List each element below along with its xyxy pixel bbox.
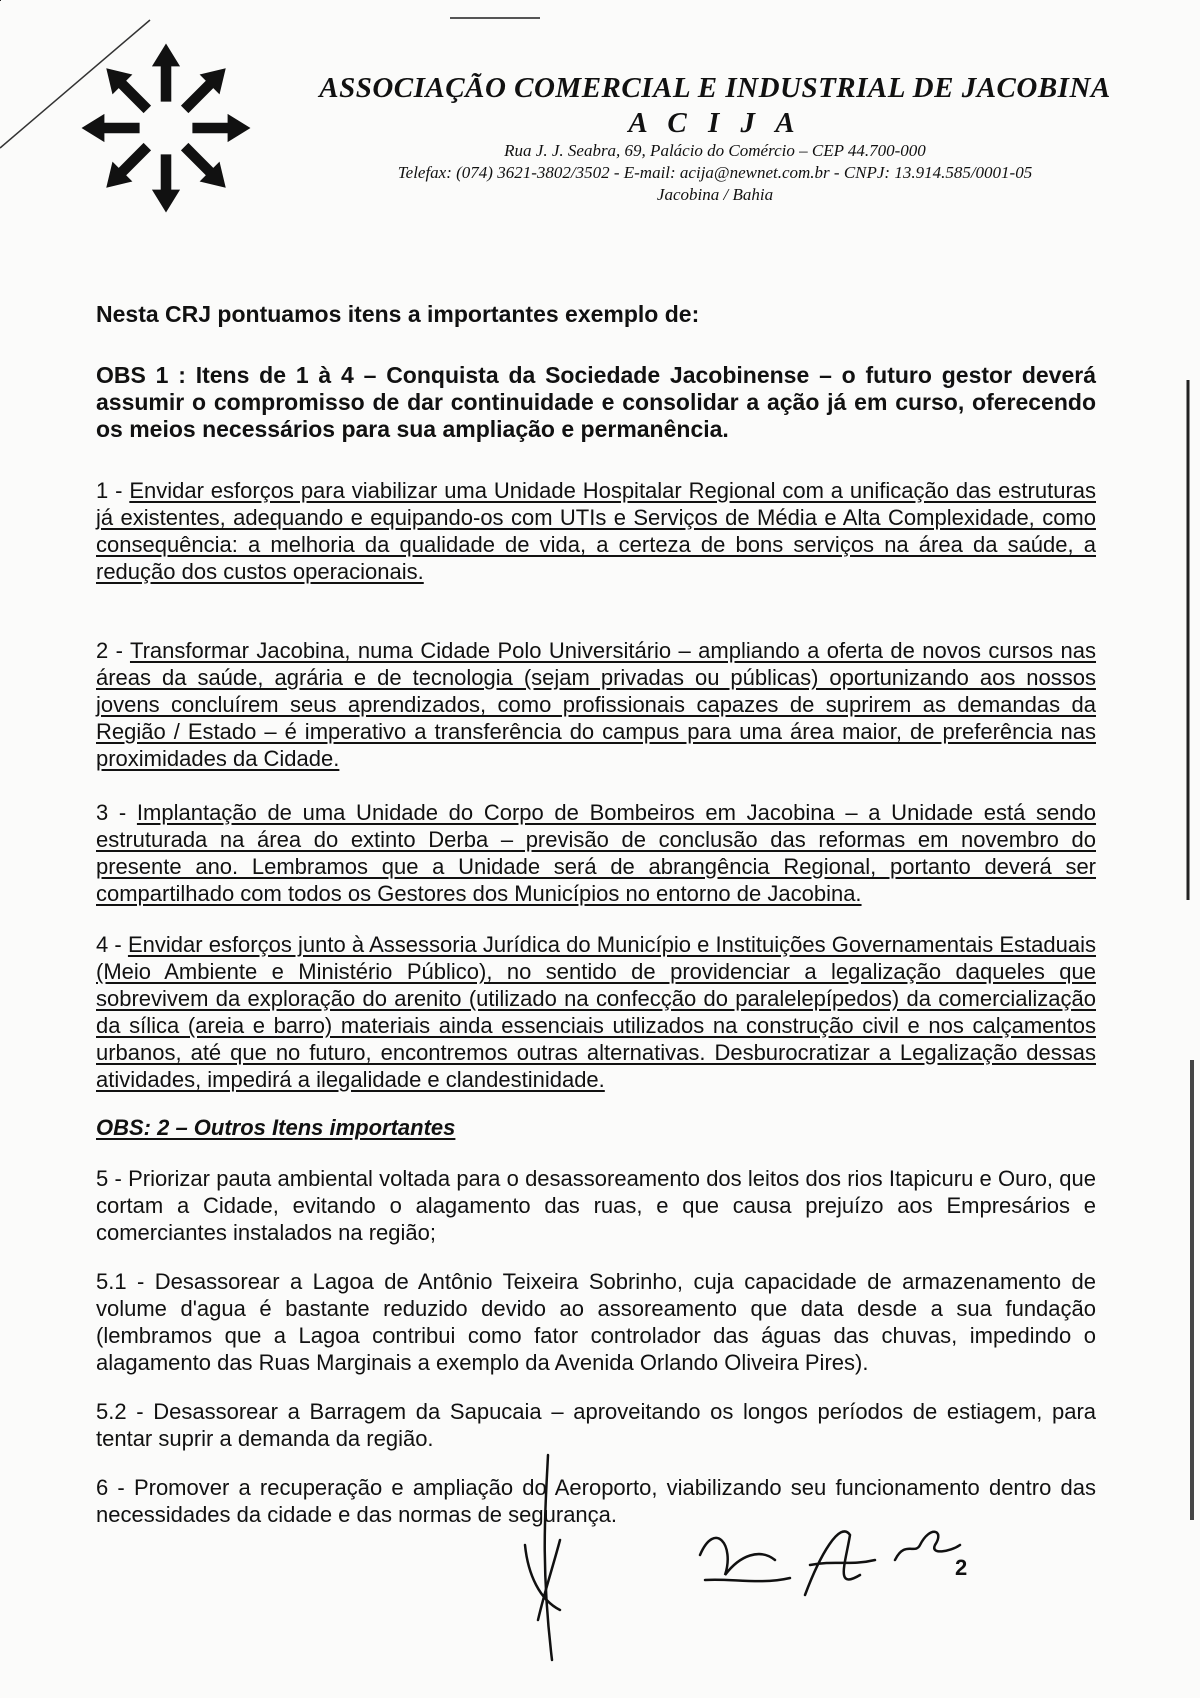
item-text: Implantação de uma Unidade do Corpo de Bombeiros em Jacobina – a Unidade está sendo estruturada na área do extinto Derba – previsão de conclusão das reformas em novembro do presente ano. Lembramos que a Unidade será de abrangência Regional, portanto deverá ser compartilhado com todos os Gestores dos Municípios no entorno de Jacobina. [96,800,1097,906]
item-number: 4 - [96,932,128,957]
item-number: 3 - [96,800,137,825]
organization-acronym: A C I J A [628,107,802,139]
item-number: 6 - [96,1475,134,1500]
intro-heading: Nesta CRJ pontuamos itens a importantes exemplo de: [96,301,700,327]
item-text: Desassorear a Lagoa de Antônio Teixeira Sobrinho, cuja capacidade de armazenamento de volume d'agua é bastante reduzido devido ao assoreamento que data desde a sua fundação (lembramos que a Lagoa contribui como fator controlador das águas das chuvas, impedindo o alagamento das Ruas Marginais a exemplo da Avenida Orlando Oliveira Pires). [96,1269,1096,1375]
obs2-heading: OBS: 2 – Outros Itens importantes [96,1115,456,1140]
item-text: Desassorear a Barragem da Sapucaia – aproveitando os longos períodos de estiagem, para tentar suprir a demanda da região. [96,1399,1097,1451]
page-number: 2 [955,1555,968,1580]
organization-city: Jacobina / Bahia [656,185,774,204]
item-number: 1 - [96,478,130,503]
item-number: 5.2 - [96,1399,154,1424]
organization-contact: Telefax: (074) 3621-3802/3502 - E-mail: acija@newnet.com.br - CNPJ: 13.914.585/0001-05 [397,163,1033,182]
obs1-paragraph: OBS 1 : Itens de 1 à 4 – Conquista da Sociedade Jacobinense – o futuro gestor deverá assumir o compromisso de dar continuidade e consolidar a ação já em curso, oferecendo os meios necessários para sua ampliação e permanência. [96,362,1096,442]
item-text: Envidar esforços para viabilizar uma Unidade Hospitalar Regional com a unificação das estruturas já existentes, adequando e equipando-os com UTIs e Serviços de Média e Alta Complexidade, como consequência: a melhoria da qualidade de vida, a certeza de bons serviços na área da saúde, a redução dos custos operacionais. [96,478,1096,584]
item-number: 5.1 - [96,1269,155,1294]
organization-address: Rua J. J. Seabra, 69, Palácio do Comércio – CEP 44.700-000 [504,141,926,160]
item-text: Promover a recuperação e ampliação do Aeroporto, viabilizando seu funcionamento dentro das necessidades da cidade e das normas de segurança. [96,1475,1096,1527]
item-number: 2 - [96,638,130,663]
item-text: Priorizar pauta ambiental voltada para o desassoreamento dos leitos dos rios Itapicuru e Ouro, que cortam a Cidade, evitando o alagamento das ruas, e que causa prejuízo aos Empresários e comerciantes instalados na região; [96,1166,1096,1245]
item-text: Envidar esforços junto à Assessoria Jurídica do Município e Instituições Governamentais Estaduais (Meio Ambiente e Ministério Público), no sentido de providenciar a legalização daqueles que sobrevivem da exploração do arenito (utilizado na confecção do paralelepípedos) da comercialização da sílica (areia e barro) materiais ainda essenciais utilizados na construção civil e nos calçamentos urbanos, até que no futuro, encontremos outras alternativas. Desburocratizar a Legalização dessas atividades, impedirá a ilegalidade e clandestinidade. [96,932,1096,1092]
item-number: 5 - [96,1166,129,1191]
organization-name: ASSOCIAÇÃO COMERCIAL E INDUSTRIAL DE JACOBINA [319,72,1111,104]
item-text: Transformar Jacobina, numa Cidade Polo Universitário – ampliando a oferta de novos cursos nas áreas da saúde, agrária e de tecnologia (sejam privadas ou públicas) oportunizando aos nossos jovens concluírem seus aprendizados, como profissionais capazes de suprirem as demandas da Região / Estado – é imperativo a transferência do campus para uma área maior, de preferência nas proximidades da Cidade. [96,638,1097,771]
